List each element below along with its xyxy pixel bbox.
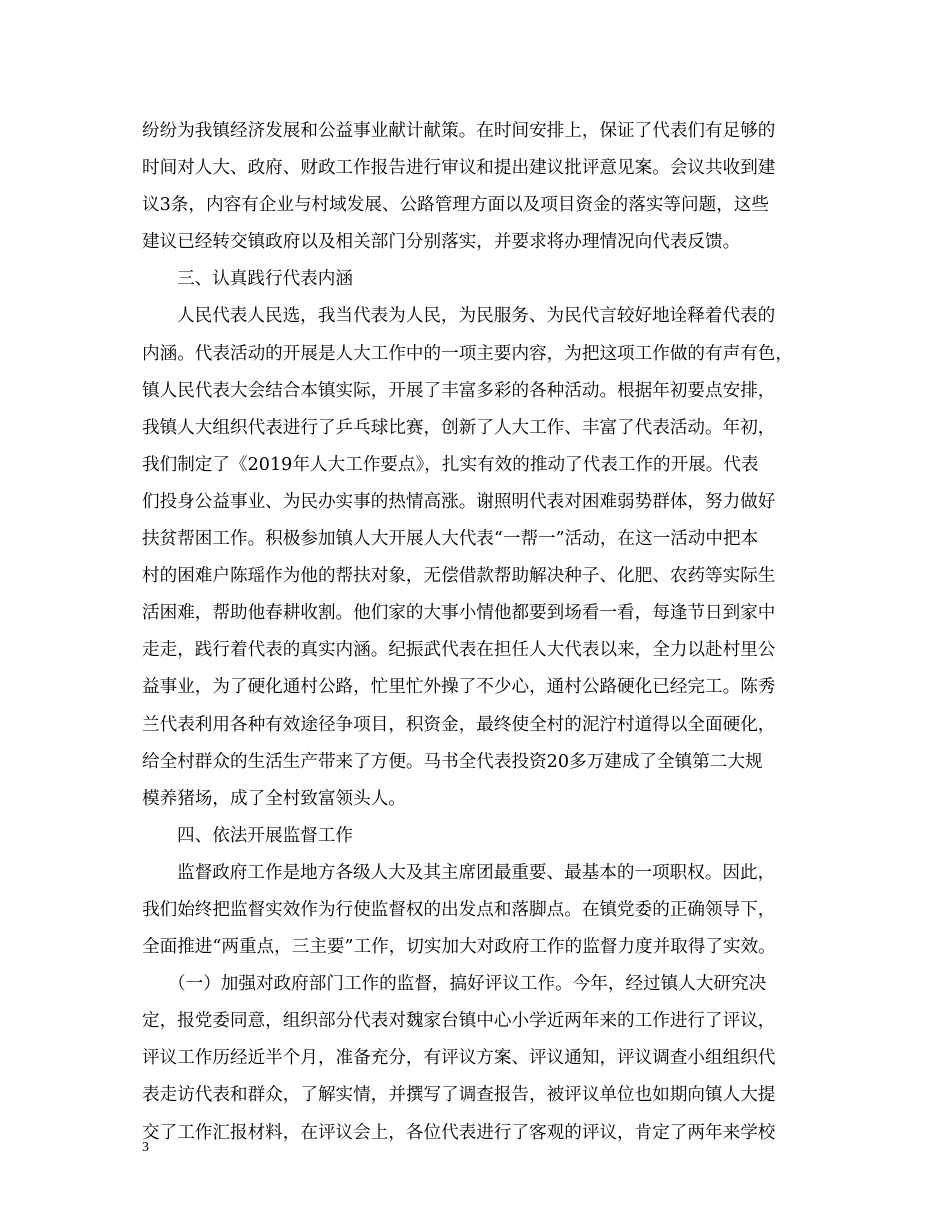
text-line: 活困难，帮助他春耕收割。他们家的大事小情他都要到场看一看，每逢节日到家中 — [142, 603, 776, 624]
text-line: 三、认真践行代表内涵 — [177, 269, 353, 290]
text-line: 我们始终把监督实效作为行使监督权的出发点和落脚点。在镇党委的正确领导下， — [142, 899, 776, 920]
text-line: 我们制定了《2019年人大工作要点》，扎实有效的推动了代表工作的开展。代表 — [142, 454, 759, 475]
text-line: 兰代表利用各种有效途径争项目，积资金，最终使全村的泥泞村道得以全面硬化， — [142, 714, 776, 735]
text-line: 镇人民代表大会结合本镇实际，开展了丰富多彩的各种活动。根据年初要点安排， — [142, 380, 776, 401]
text-line: 人民代表人民选，我当代表为人民，为民服务、为民代言较好地诠释着代表的 — [177, 306, 776, 327]
text-line: 时间对人大、政府、财政工作报告进行审议和提出建议批评意见案。会议共收到建 — [142, 158, 776, 179]
text-line: 益事业，为了硬化通村公路，忙里忙外操了不少心，通村公路硬化已经完工。陈秀 — [142, 677, 776, 698]
text-line: 建议已经转交镇政府以及相关部门分别落实，并要求将办理情况向代表反馈。 — [142, 232, 741, 253]
text-line: 表走访代表和群众，了解实情，并撰写了调查报告，被评议单位也如期向镇人大提 — [142, 1085, 776, 1106]
text-line: 纷纷为我镇经济发展和公益事业献计献策。在时间安排上，保证了代表们有足够的 — [142, 121, 776, 141]
text-line: 议3条，内容有企业与村域发展、公路管理方面以及项目资金的落实等问题，这些 — [142, 195, 769, 216]
text-line: （一）加强对政府部门工作的监督，搞好评议工作。今年，经过镇人大研究决 — [168, 974, 767, 995]
text-line: 评议工作历经近半个月，准备充分，有评议方案、评议通知，评议调查小组组织代 — [142, 1048, 776, 1069]
text-line: 全面推进“两重点，三主要”工作，切实加大对政府工作的监督力度并取得了实效。 — [142, 937, 776, 958]
text-line: 内涵。代表活动的开展是人大工作中的一项主要内容，为把这项工作做的有声有色， — [142, 343, 793, 364]
text-line: 给全村群众的生活生产带来了方便。马书全代表投资20多万建成了全镇第二大规 — [142, 751, 763, 772]
text-line: 四、依法开展监督工作 — [177, 825, 353, 846]
text-line: 走走，践行着代表的真实内涵。纪振武代表在担任人大代表以来，全力以赴村里公 — [142, 640, 776, 661]
text-line: 们投身公益事业、为民办实事的热情高涨。谢照明代表对困难弱势群体，努力做好 — [142, 491, 776, 512]
text-line: 扶贫帮困工作。积极参加镇人大开展人大代表“一帮一”活动，在这一活动中把本 — [142, 529, 759, 550]
page-number: 3 — [142, 1140, 149, 1155]
text-line: 定，报党委同意，组织部分代表对魏家台镇中心小学近两年来的工作进行了评议， — [142, 1011, 776, 1032]
text-line: 模养猪场，成了全村致富领头人。 — [142, 788, 406, 809]
text-line: 监督政府工作是地方各级人大及其主席团最重要、最基本的一项职权。因此， — [177, 862, 776, 883]
document-body — [142, 113, 814, 1152]
text-line: 村的困难户陈瑶作为他的帮扶对象，无偿借款帮助解决种子、化肥、农药等实际生 — [142, 566, 776, 587]
text-line: 交了工作汇报材料，在评议会上，各位代表进行了客观的评议，肯定了两年来学校 — [142, 1122, 776, 1143]
text-line: 我镇人大组织代表进行了乒乓球比赛，创新了人大工作、丰富了代表活动。年初， — [142, 417, 776, 438]
